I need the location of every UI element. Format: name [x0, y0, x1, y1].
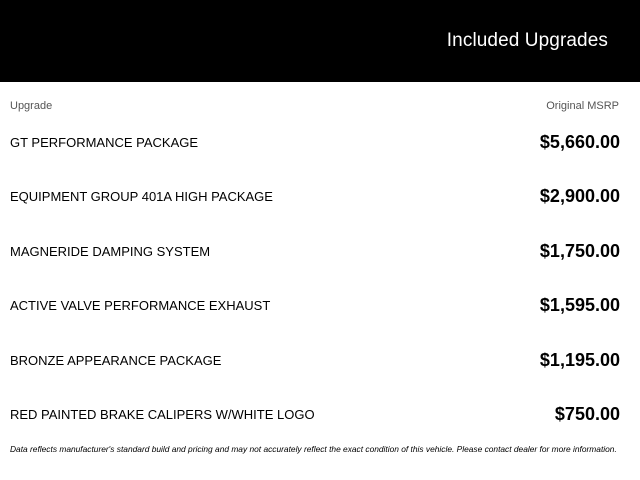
upgrade-name: MAGNERIDE DAMPING SYSTEM	[10, 243, 211, 259]
upgrade-row	[10, 333, 620, 387]
upgrade-price: $1,195.00	[539, 349, 620, 370]
upgrades-list	[10, 115, 620, 441]
upgrade-row	[10, 115, 620, 169]
upgrade-name: GT PERFORMANCE PACKAGE	[10, 135, 199, 150]
page-title: Included Upgrades	[446, 30, 608, 51]
upgrade-price: $1,595.00	[539, 295, 620, 316]
column-header-msrp: Original MSRP	[546, 100, 619, 112]
column-headers	[10, 99, 619, 113]
column-header-upgrade: Upgrade	[10, 100, 53, 112]
upgrade-price: $2,900.00	[539, 186, 620, 207]
upgrade-row	[10, 224, 620, 278]
upgrade-price: $1,750.00	[539, 240, 620, 261]
upgrade-row	[10, 387, 620, 441]
header-bar	[0, 0, 640, 82]
upgrade-name: ACTIVE VALVE PERFORMANCE EXHAUST	[10, 298, 271, 314]
upgrade-price: $750.00	[554, 403, 620, 424]
upgrade-row	[10, 278, 620, 332]
upgrade-row	[10, 169, 620, 223]
upgrade-name: EQUIPMENT GROUP 401A HIGH PACKAGE	[10, 189, 273, 205]
upgrade-name: RED PAINTED BRAKE CALIPERS W/WHITE LOGO	[10, 406, 315, 422]
disclaimer-text: Data reflects manufacturer's standard build and pricing and may not accurately reflect the exact condition of this vehicle. Please contact dealer for more information.	[10, 444, 617, 454]
upgrade-name: BRONZE APPEARANCE PACKAGE	[10, 352, 222, 368]
upgrade-price: $5,660.00	[539, 132, 620, 152]
